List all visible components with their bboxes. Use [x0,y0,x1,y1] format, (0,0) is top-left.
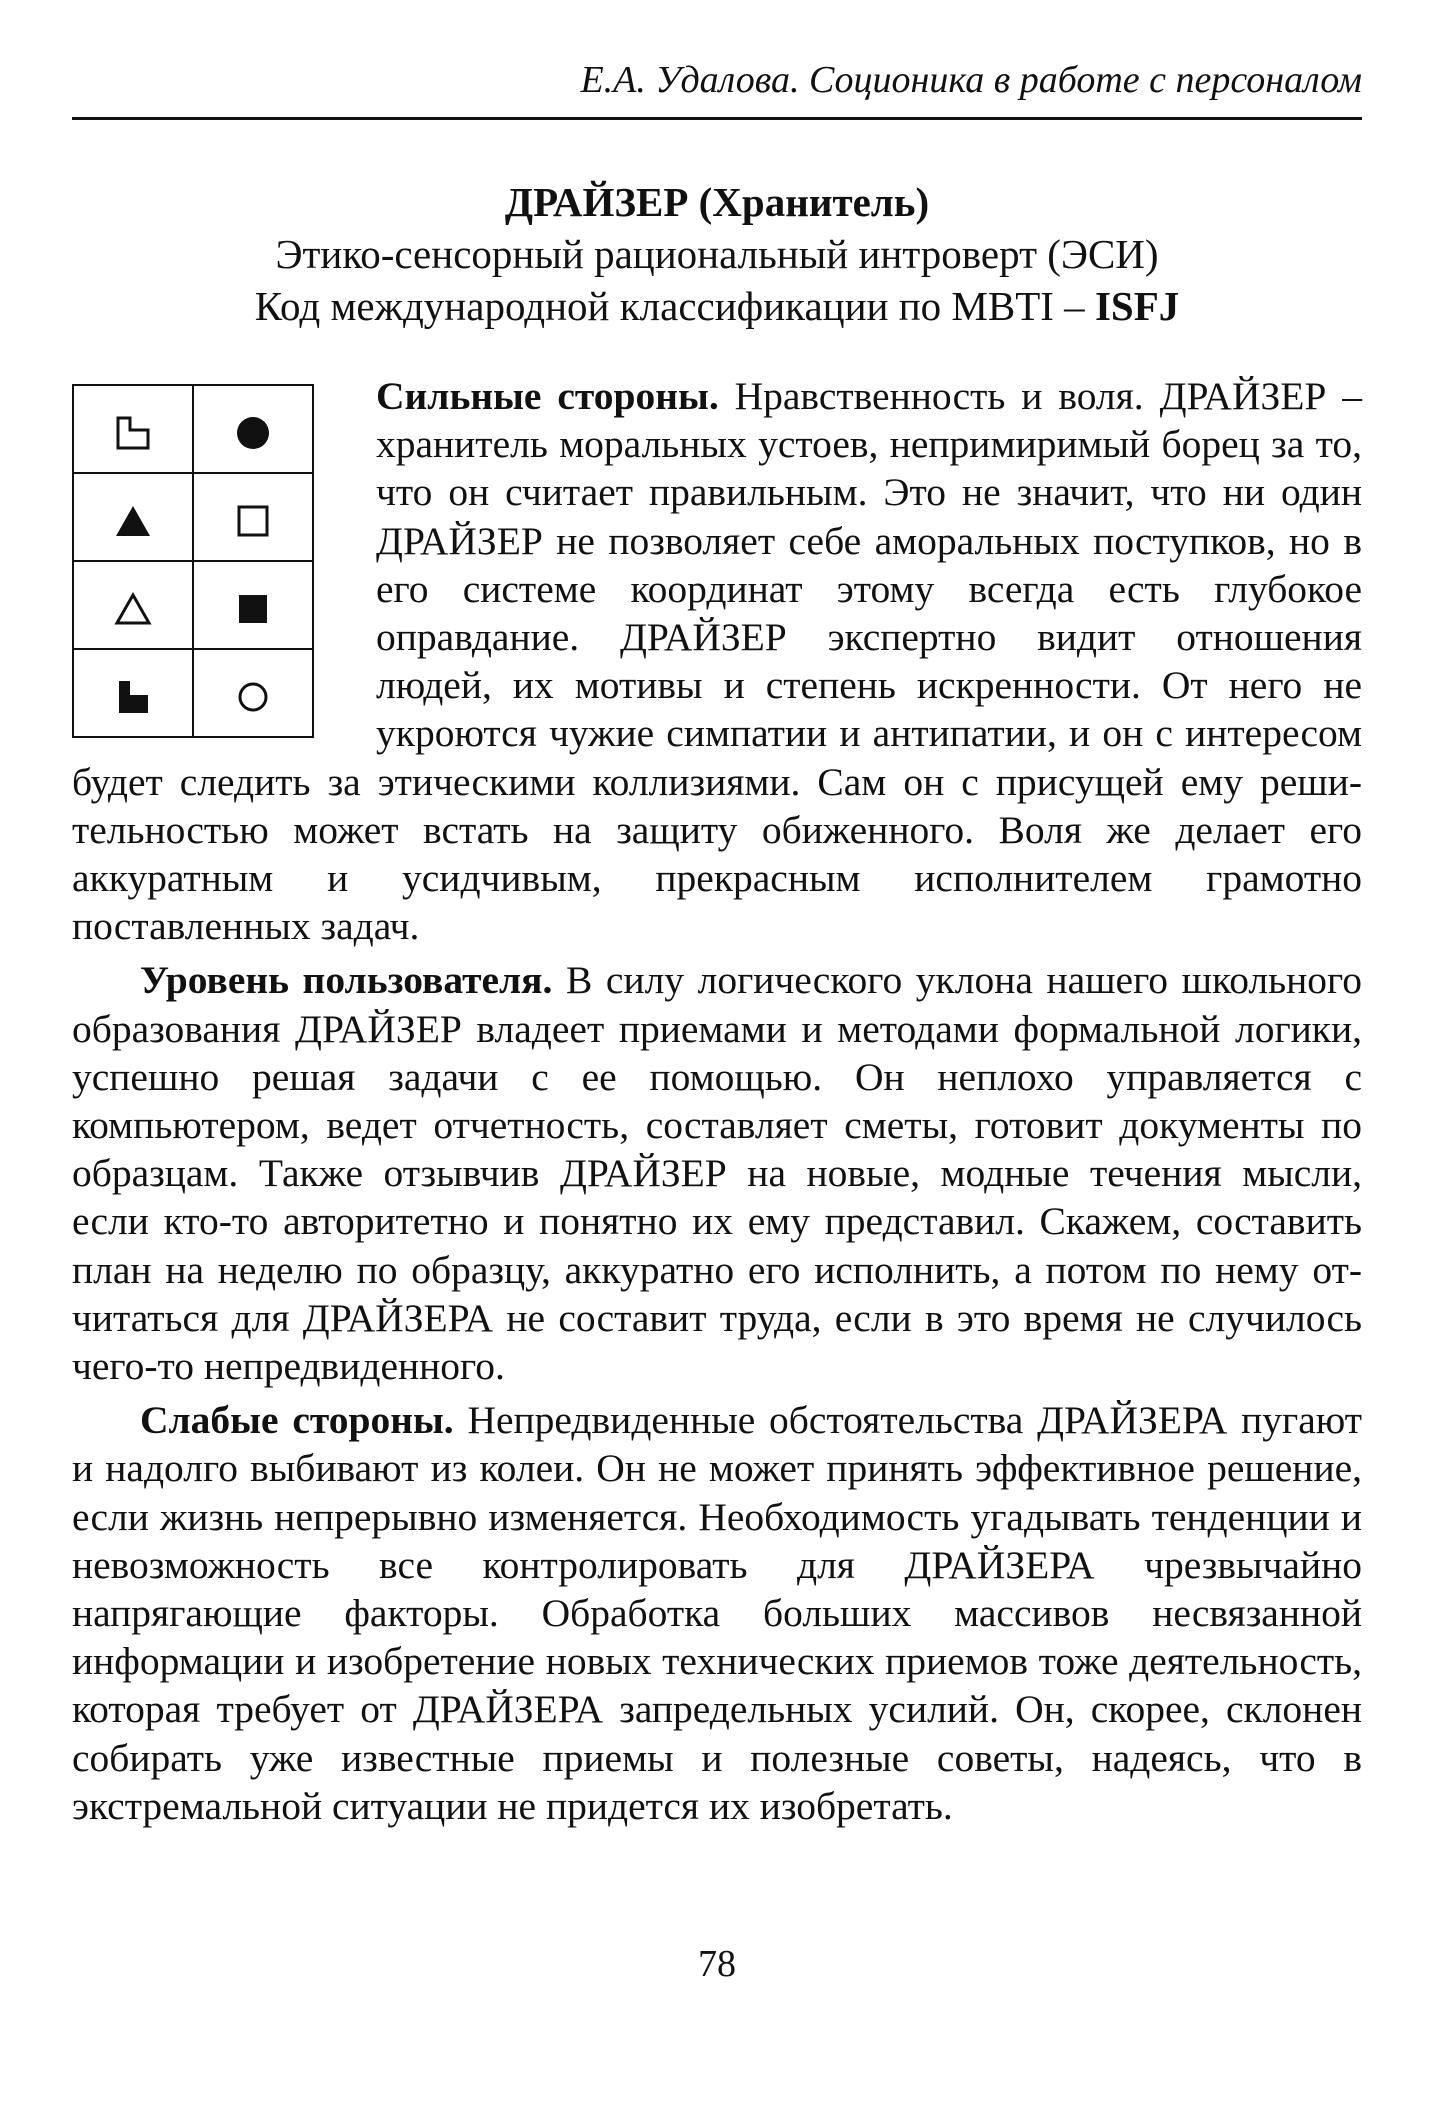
symbol-row [73,385,313,473]
symbol-row [73,473,313,561]
black-triangle-icon [114,504,152,538]
symbol-cell [73,473,193,561]
running-header: Е.А. Удалова. Соционика в работе с персоналом [580,59,1362,101]
symbol-cell [73,385,193,473]
type-subtitle: Этико-сенсорный рациональный интроверт (ЭСИ) [275,231,1159,277]
paragraph-lead: Уровень пользователя. [140,958,553,1003]
type-title: ДРАЙЗЕР (Хранитель) [504,179,930,225]
white-corner-icon [115,415,151,451]
symbol-row [73,649,313,737]
black-corner-icon [116,679,150,715]
body-text [72,372,1362,1830]
symbol-cell [73,561,193,649]
paragraph-body: Нравственность и воля. ДРАЙЗЕР – хранитель моральных устоев, непримиримый борец за то, что он считает правильным. Это не значит, что ни один ДРАЙЗЕР не позволяет себе аморальных поступков, но в его системе координат этому всегда есть глубокое оправдание. ДРАЙЗЕР экспертно видит отношения людей, их мотивы и степень искренности. От него не укроются чужие симпатии и антипатии, и он с интересом будет следить за этическими коллизиями. Сам он с присущей ему решительностью может встать на защиту обиженного. Воля же делает его аккуратным и усидчивым, прекрасным исполнителем грамотно поставленных задач. [72,374,1363,949]
paragraph-user-level [72,956,1362,1390]
header-rule [72,117,1362,120]
black-circle-icon [234,414,272,452]
paragraph-lead: Сильные стороны. [376,374,719,418]
symbol-cell [193,649,313,737]
book-page [72,0,1362,2111]
mbti-code-line [72,280,1362,332]
paragraph-weaknesses [72,1396,1362,1830]
paragraph-body: В силу логического уклона нашего школьного образования ДРАЙЗЕР владеет приемами и методами формальной логики, успешно решая задачи с ее помощью. Он неплохо управляется с компьютером, ведет отчетность, составляет сметы, готовит документы по образцам. Также отзывчив ДРАЙЗЕР на новые, модные течения мысли, если кто-то авторитетно и понятно их ему представил. Скажем, составить план на неделю по образцу, аккуратно его исполнить, а потом по нему отчитаться для ДРАЙЗЕРА не составит труда, если в это время не случилось чего-то непредвиденного. [72,958,1363,1389]
mbti-prefix: Код международной классификации по MBTI – [254,283,1085,329]
symbol-row [73,561,313,649]
black-square-icon [237,593,269,625]
symbol-cell [193,561,313,649]
title-block [72,176,1362,332]
white-triangle-icon [114,592,152,626]
white-square-icon [236,504,270,538]
page-number: 78 [698,1943,736,1985]
paragraph-lead: Слабые стороны. [140,1398,454,1443]
white-circle-icon [236,680,270,714]
symbol-cell [193,473,313,561]
paragraph-body: Непредвиденные обстоятельства ДРАЙЗЕРА пугают и надолго выбивают из колеи. Он не может принять эффективное решение, если жизнь непрерывно изменяется. Необходимость угадывать тенденции и невозможность все контролировать для ДРАЙЗЕРА чрезвычайно напрягающие факторы. Обработка больших массивов несвязанной информации и изобретение новых технических приемов тоже деятельность, которая требует от ДРАЙЗЕРА запредельных усилий. Он, скорее, склонен собирать уже известные приемы и полезные советы, надеясь, что в экстремальной ситуации не придется их изобретать. [72,1398,1362,1828]
symbol-cell [73,649,193,737]
mbti-code: ISFJ [1094,283,1180,329]
symbol-cell [193,385,313,473]
function-symbol-table [72,384,314,738]
